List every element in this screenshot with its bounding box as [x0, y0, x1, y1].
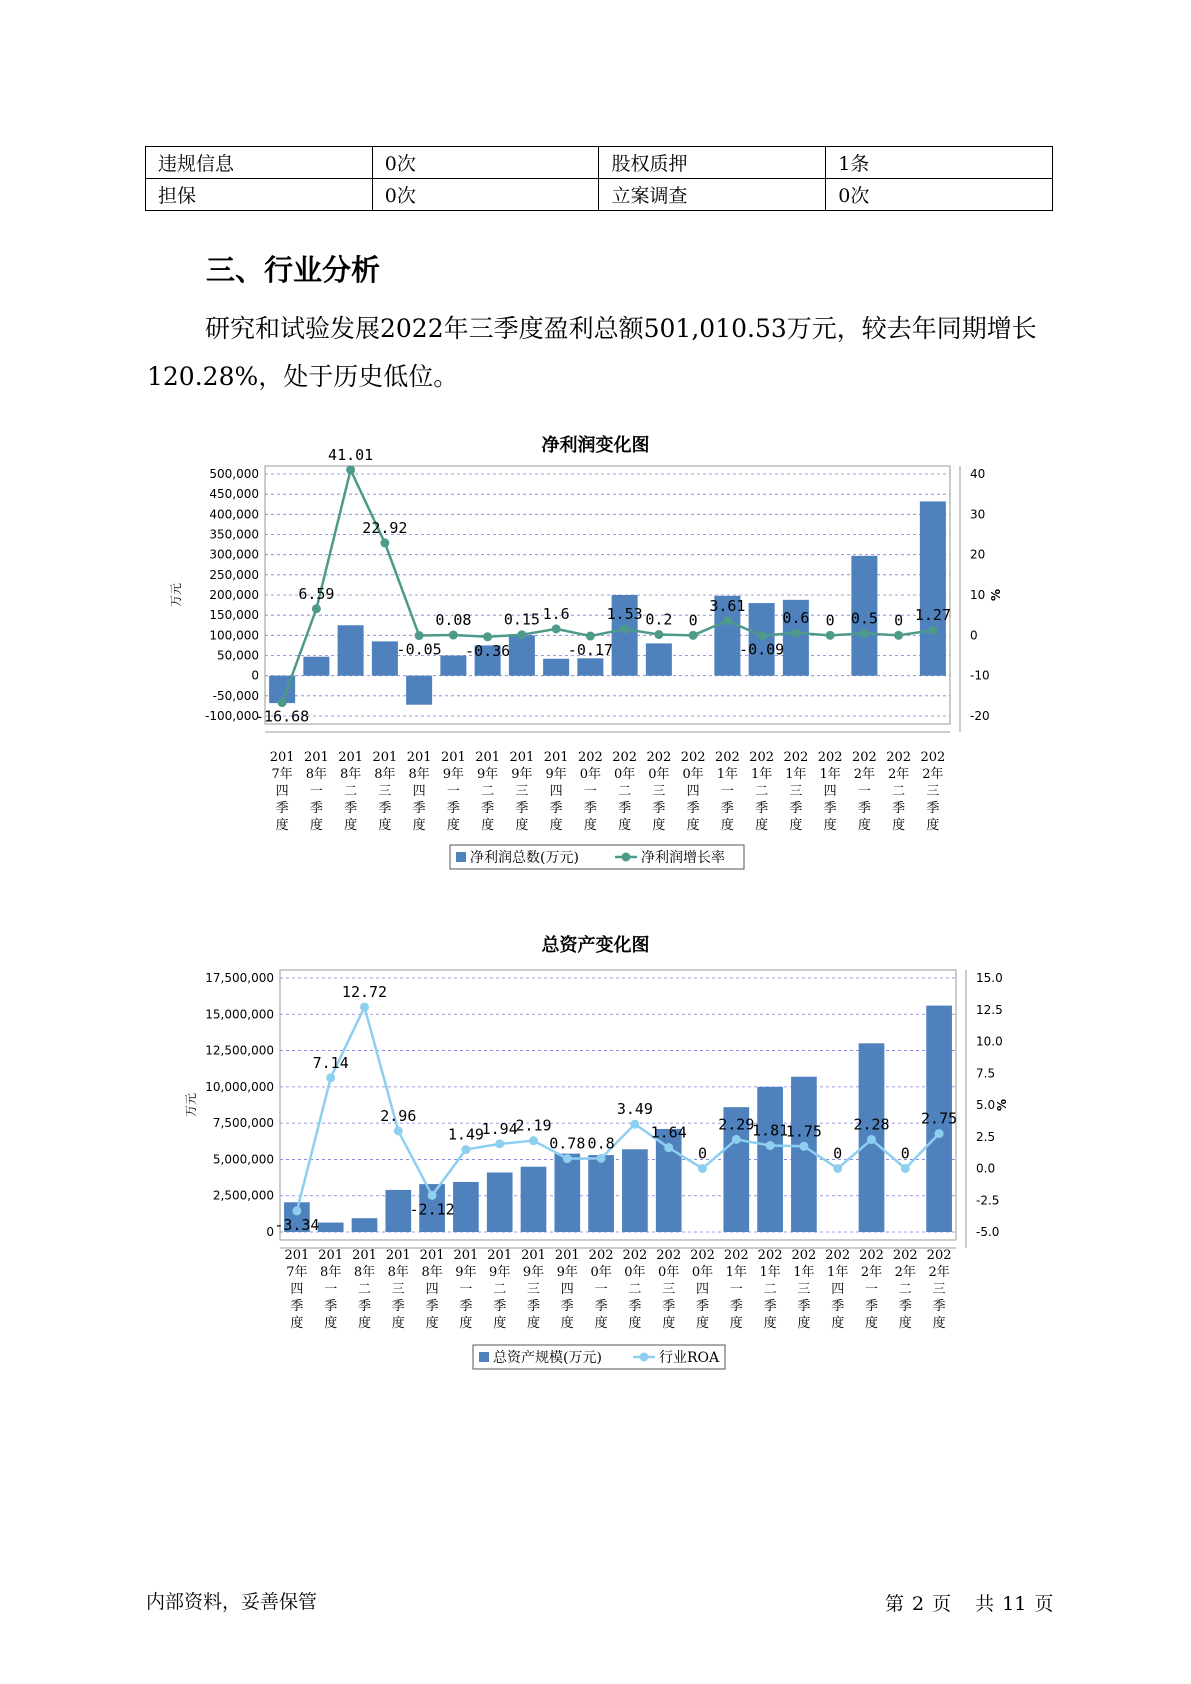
- x-tick-label: 202 1年四季度: [825, 1248, 851, 1331]
- x-tick-label: 201 8年一季度: [318, 1248, 344, 1331]
- left-tick-label: -50,000: [212, 688, 259, 703]
- bar: [440, 656, 466, 676]
- x-tick-label: 202 1年二季度: [757, 1248, 783, 1331]
- x-tick-label: 202 0年四季度: [690, 1248, 715, 1331]
- data-label: -0.17: [567, 641, 613, 660]
- data-label: -3.34: [274, 1215, 320, 1234]
- left-tick-label: 100,000: [209, 628, 259, 643]
- data-label: 3.49: [616, 1100, 653, 1119]
- data-label: 1.6: [542, 604, 570, 623]
- summary-paragraph: 研究和试验发展2022年三季度盈利总额501,010.53万元，较去年同期增长120.28%，处于历史低位。: [147, 314, 1037, 391]
- line-point: [586, 632, 595, 641]
- data-label: 1.27: [914, 606, 951, 625]
- line-point: [826, 631, 835, 640]
- right-tick-label: 40: [970, 467, 986, 481]
- line-point: [278, 698, 287, 707]
- line-point: [292, 1206, 301, 1215]
- bar: [757, 1087, 783, 1232]
- bar: [920, 501, 946, 675]
- right-tick-label: 10.0: [976, 1034, 1003, 1049]
- table-cell: 立案调查: [599, 179, 826, 211]
- x-tick-label: 202 2年二季度: [886, 750, 912, 833]
- footer-total-b: 页: [1034, 1593, 1054, 1615]
- bar: [554, 1154, 580, 1232]
- right-tick-label: -10: [970, 668, 990, 683]
- left-tick-label: 450,000: [209, 487, 259, 502]
- data-label: 0: [825, 611, 835, 630]
- data-label: 0.15: [503, 610, 540, 629]
- data-label: 3.61: [709, 596, 746, 615]
- table-cell: 1条: [826, 147, 1053, 179]
- x-tick-label: 202 0年一季度: [577, 750, 603, 833]
- x-tick-label: 201 8年四季度: [406, 750, 432, 833]
- bar: [372, 641, 398, 675]
- section-title: 三、行业分析: [206, 253, 381, 287]
- data-label: 1.75: [785, 1122, 822, 1141]
- bar: [791, 1077, 817, 1232]
- line-point: [461, 1145, 470, 1154]
- line-point: [894, 631, 903, 640]
- bar: [646, 643, 672, 675]
- line-point: [935, 1129, 944, 1138]
- x-tick-label: 202 0年二季度: [622, 1248, 648, 1331]
- bar: [453, 1182, 479, 1232]
- left-tick-label: 2,500,000: [212, 1188, 274, 1203]
- line-point: [428, 1191, 437, 1200]
- line-point: [766, 1141, 775, 1150]
- left-tick-label: 50,000: [217, 648, 259, 663]
- left-tick-label: 200,000: [209, 588, 259, 602]
- right-tick-label: 15.0: [976, 971, 1003, 985]
- x-tick-label: 202 1年一季度: [714, 750, 740, 833]
- bar: [338, 625, 364, 675]
- x-tick-label: 201 9年三季度: [509, 750, 535, 833]
- table-cell: 违规信息: [146, 147, 373, 179]
- data-label: -0.09: [739, 640, 785, 659]
- line-point: [654, 630, 663, 639]
- table-cell: 0次: [826, 179, 1053, 211]
- line-point: [723, 616, 732, 625]
- x-tick-label: 201 8年二季度: [338, 750, 364, 833]
- right-tick-label: 10: [970, 588, 986, 602]
- left-tick-label: 5,000,000: [212, 1152, 274, 1167]
- line-point: [664, 1143, 673, 1152]
- data-label: -0.36: [465, 641, 511, 660]
- legend-line-label: 行业ROA: [659, 1350, 720, 1366]
- bar: [543, 659, 569, 676]
- x-tick-label: 201 9年一季度: [453, 1248, 479, 1331]
- footer-page-num: 2: [912, 1593, 925, 1615]
- chart-title-net-profit: 净利润变化图: [541, 435, 650, 456]
- left-tick-label: 10,000,000: [205, 1079, 274, 1094]
- line-point: [326, 1073, 335, 1082]
- left-tick-label: 12,500,000: [205, 1043, 274, 1058]
- x-tick-label: 202 1年三季度: [783, 750, 809, 833]
- data-label: 2.96: [380, 1106, 417, 1125]
- data-label: -2.12: [409, 1200, 455, 1219]
- x-tick-label: 202 0年三季度: [646, 750, 672, 833]
- data-label: 0: [833, 1144, 843, 1163]
- footer-total-a: 共: [975, 1593, 995, 1615]
- data-label: 12.72: [341, 982, 388, 1001]
- data-label: 1.64: [650, 1123, 687, 1142]
- footer-total-num: 11: [1002, 1593, 1027, 1615]
- x-tick-label: 201 8年二季度: [352, 1248, 377, 1331]
- data-label: 2.29: [718, 1115, 755, 1134]
- right-tick-label: 12.5: [976, 1002, 1003, 1017]
- data-label: 22.92: [362, 518, 408, 537]
- x-tick-label: 202 1年三季度: [791, 1248, 817, 1331]
- right-axis-title: %: [995, 1098, 1009, 1112]
- bar: [487, 1172, 513, 1232]
- chart-title-total-assets: 总资产变化图: [541, 935, 650, 956]
- x-tick-label: 202 1年一季度: [723, 1248, 749, 1331]
- total-assets-chart: [0, 960, 1191, 1400]
- right-tick-label: 2.5: [976, 1129, 996, 1144]
- right-axis-title: %: [989, 588, 1003, 602]
- data-label: 0.78: [549, 1134, 586, 1153]
- left-tick-label: 250,000: [209, 567, 259, 582]
- left-tick-label: 300,000: [209, 547, 259, 562]
- risk-info-table: [145, 146, 1053, 211]
- line-point: [597, 1154, 606, 1163]
- line-point: [757, 631, 766, 640]
- data-label: 0.5: [850, 609, 878, 628]
- x-tick-label: 201 8年四季度: [419, 1248, 445, 1331]
- data-label: -0.05: [396, 640, 442, 659]
- right-tick-label: -5.0: [976, 1225, 1000, 1239]
- bar: [385, 1190, 411, 1232]
- x-tick-label: 201 7年四季度: [269, 750, 295, 833]
- x-tick-label: 201 8年一季度: [303, 750, 329, 833]
- data-label: 0: [900, 1144, 910, 1163]
- x-tick-label: 201 9年四季度: [554, 1248, 580, 1331]
- x-tick-label: 201 9年一季度: [440, 750, 466, 833]
- line-point: [449, 631, 458, 640]
- x-tick-label: 202 1年二季度: [749, 750, 775, 833]
- x-tick-label: 202 0年三季度: [656, 1248, 682, 1331]
- left-tick-label: 400,000: [209, 507, 259, 522]
- x-tick-label: 201 9年二季度: [475, 750, 501, 833]
- right-tick-label: 7.5: [976, 1066, 996, 1081]
- table-cell: 0次: [372, 179, 599, 211]
- data-label: 2.19: [515, 1116, 552, 1135]
- left-tick-label: 17,500,000: [205, 971, 274, 985]
- line-point: [630, 1120, 639, 1129]
- line-point: [791, 628, 800, 637]
- x-tick-label: 202 1年四季度: [817, 750, 843, 833]
- x-tick-label: 202 2年二季度: [892, 1248, 918, 1331]
- data-label: 0.2: [645, 610, 673, 629]
- x-tick-label: 201 8年三季度: [385, 1248, 411, 1331]
- x-tick-label: 202 0年四季度: [680, 750, 706, 833]
- left-tick-label: 0: [266, 1225, 274, 1239]
- line-point: [483, 632, 492, 641]
- right-tick-label: 5.0: [976, 1098, 996, 1112]
- left-axis-title: 万元: [184, 1092, 198, 1118]
- footer-page-b: 页: [932, 1593, 952, 1615]
- line-point: [394, 1126, 403, 1135]
- left-tick-label: 500,000: [209, 467, 259, 481]
- data-label: 0.8: [587, 1134, 615, 1153]
- data-label: 1.53: [606, 605, 643, 624]
- line-point: [517, 630, 526, 639]
- x-tick-label: 202 2年三季度: [926, 1248, 952, 1331]
- legend-bar-swatch: [479, 1352, 489, 1362]
- right-tick-label: 0.0: [976, 1161, 996, 1176]
- table-cell: 0次: [372, 147, 599, 179]
- x-tick-label: 201 9年四季度: [543, 750, 569, 833]
- right-tick-label: 0: [970, 628, 978, 643]
- line-point: [732, 1135, 741, 1144]
- bar: [352, 1218, 378, 1232]
- x-tick-label: 201 9年二季度: [487, 1248, 513, 1331]
- data-label: 2.28: [853, 1115, 890, 1134]
- table-cell: 担保: [146, 179, 373, 211]
- legend-bar-swatch: [456, 852, 466, 862]
- footer-page-a: 第: [885, 1593, 905, 1615]
- line-point: [928, 626, 937, 635]
- bar: [303, 657, 329, 676]
- line-point: [833, 1164, 842, 1173]
- data-label: 0: [697, 1144, 708, 1163]
- legend-bar-label: 净利润总数(万元): [470, 850, 579, 866]
- line-point: [552, 624, 561, 633]
- right-tick-label: -2.5: [976, 1193, 1000, 1208]
- data-label: 1.94: [481, 1119, 518, 1138]
- table-row: [146, 147, 1053, 179]
- data-label: 41.01: [328, 445, 374, 464]
- bar: [577, 658, 603, 675]
- x-tick-label: 202 0年一季度: [588, 1248, 614, 1331]
- line-point: [415, 631, 424, 640]
- left-tick-label: 0: [251, 668, 259, 683]
- right-tick-label: 20: [970, 547, 986, 562]
- x-tick-label: 202 2年三季度: [920, 750, 946, 833]
- right-tick-label: -20: [970, 709, 990, 723]
- line-point: [529, 1136, 538, 1145]
- line-point: [346, 465, 355, 474]
- legend-bar-label: 总资产规模(万元): [493, 1350, 602, 1366]
- bar: [509, 635, 535, 675]
- line-point: [867, 1135, 876, 1144]
- x-tick-label: 201 8年三季度: [372, 750, 398, 833]
- line-point: [312, 604, 321, 613]
- left-tick-label: -100,000: [205, 709, 259, 723]
- right-tick-label: 30: [970, 507, 986, 522]
- data-label: 0.08: [435, 611, 472, 630]
- data-label: -16.68: [255, 707, 310, 726]
- x-tick-label: 201 7年四季度: [284, 1248, 310, 1331]
- x-tick-label: 201 9年三季度: [521, 1248, 546, 1331]
- line-point: [620, 625, 629, 634]
- x-tick-label: 202 2年一季度: [859, 1248, 884, 1331]
- line-point: [799, 1142, 808, 1151]
- line-point: [860, 629, 869, 638]
- left-axis-title: 万元: [169, 582, 183, 608]
- data-label: 2.75: [921, 1109, 958, 1128]
- footer-page-number: [885, 1589, 1061, 1616]
- bar: [588, 1155, 614, 1232]
- legend-line-marker: [640, 1353, 649, 1362]
- left-tick-label: 150,000: [209, 608, 259, 623]
- bar: [622, 1149, 648, 1232]
- legend-line-label: 净利润增长率: [641, 850, 725, 866]
- data-label: 7.14: [312, 1053, 349, 1072]
- data-label: 6.59: [298, 584, 335, 603]
- legend-line-marker: [622, 853, 631, 862]
- data-label: 1.49: [447, 1125, 484, 1144]
- data-label: 0: [688, 611, 698, 630]
- line-point: [901, 1164, 910, 1173]
- left-tick-label: 7,500,000: [212, 1116, 274, 1131]
- x-tick-label: 202 2年一季度: [851, 750, 877, 833]
- line-point: [689, 631, 698, 640]
- line-point: [380, 538, 389, 547]
- line-point: [360, 1002, 369, 1011]
- data-label: 0.6: [782, 608, 810, 627]
- line-point: [563, 1154, 572, 1163]
- bar: [406, 676, 432, 705]
- x-tick-label: 202 0年二季度: [612, 750, 638, 833]
- line-point: [495, 1139, 504, 1148]
- left-tick-label: 350,000: [209, 527, 259, 542]
- line-point: [698, 1164, 707, 1173]
- left-tick-label: 15,000,000: [205, 1007, 274, 1022]
- bar: [318, 1223, 344, 1232]
- data-label: 1.81: [752, 1121, 789, 1140]
- table-cell: 股权质押: [599, 147, 826, 179]
- bar: [521, 1167, 547, 1232]
- footer-confidential: 内部资料，妥善保管: [146, 1591, 318, 1613]
- data-label: 0: [894, 611, 904, 630]
- table-row: [146, 179, 1053, 211]
